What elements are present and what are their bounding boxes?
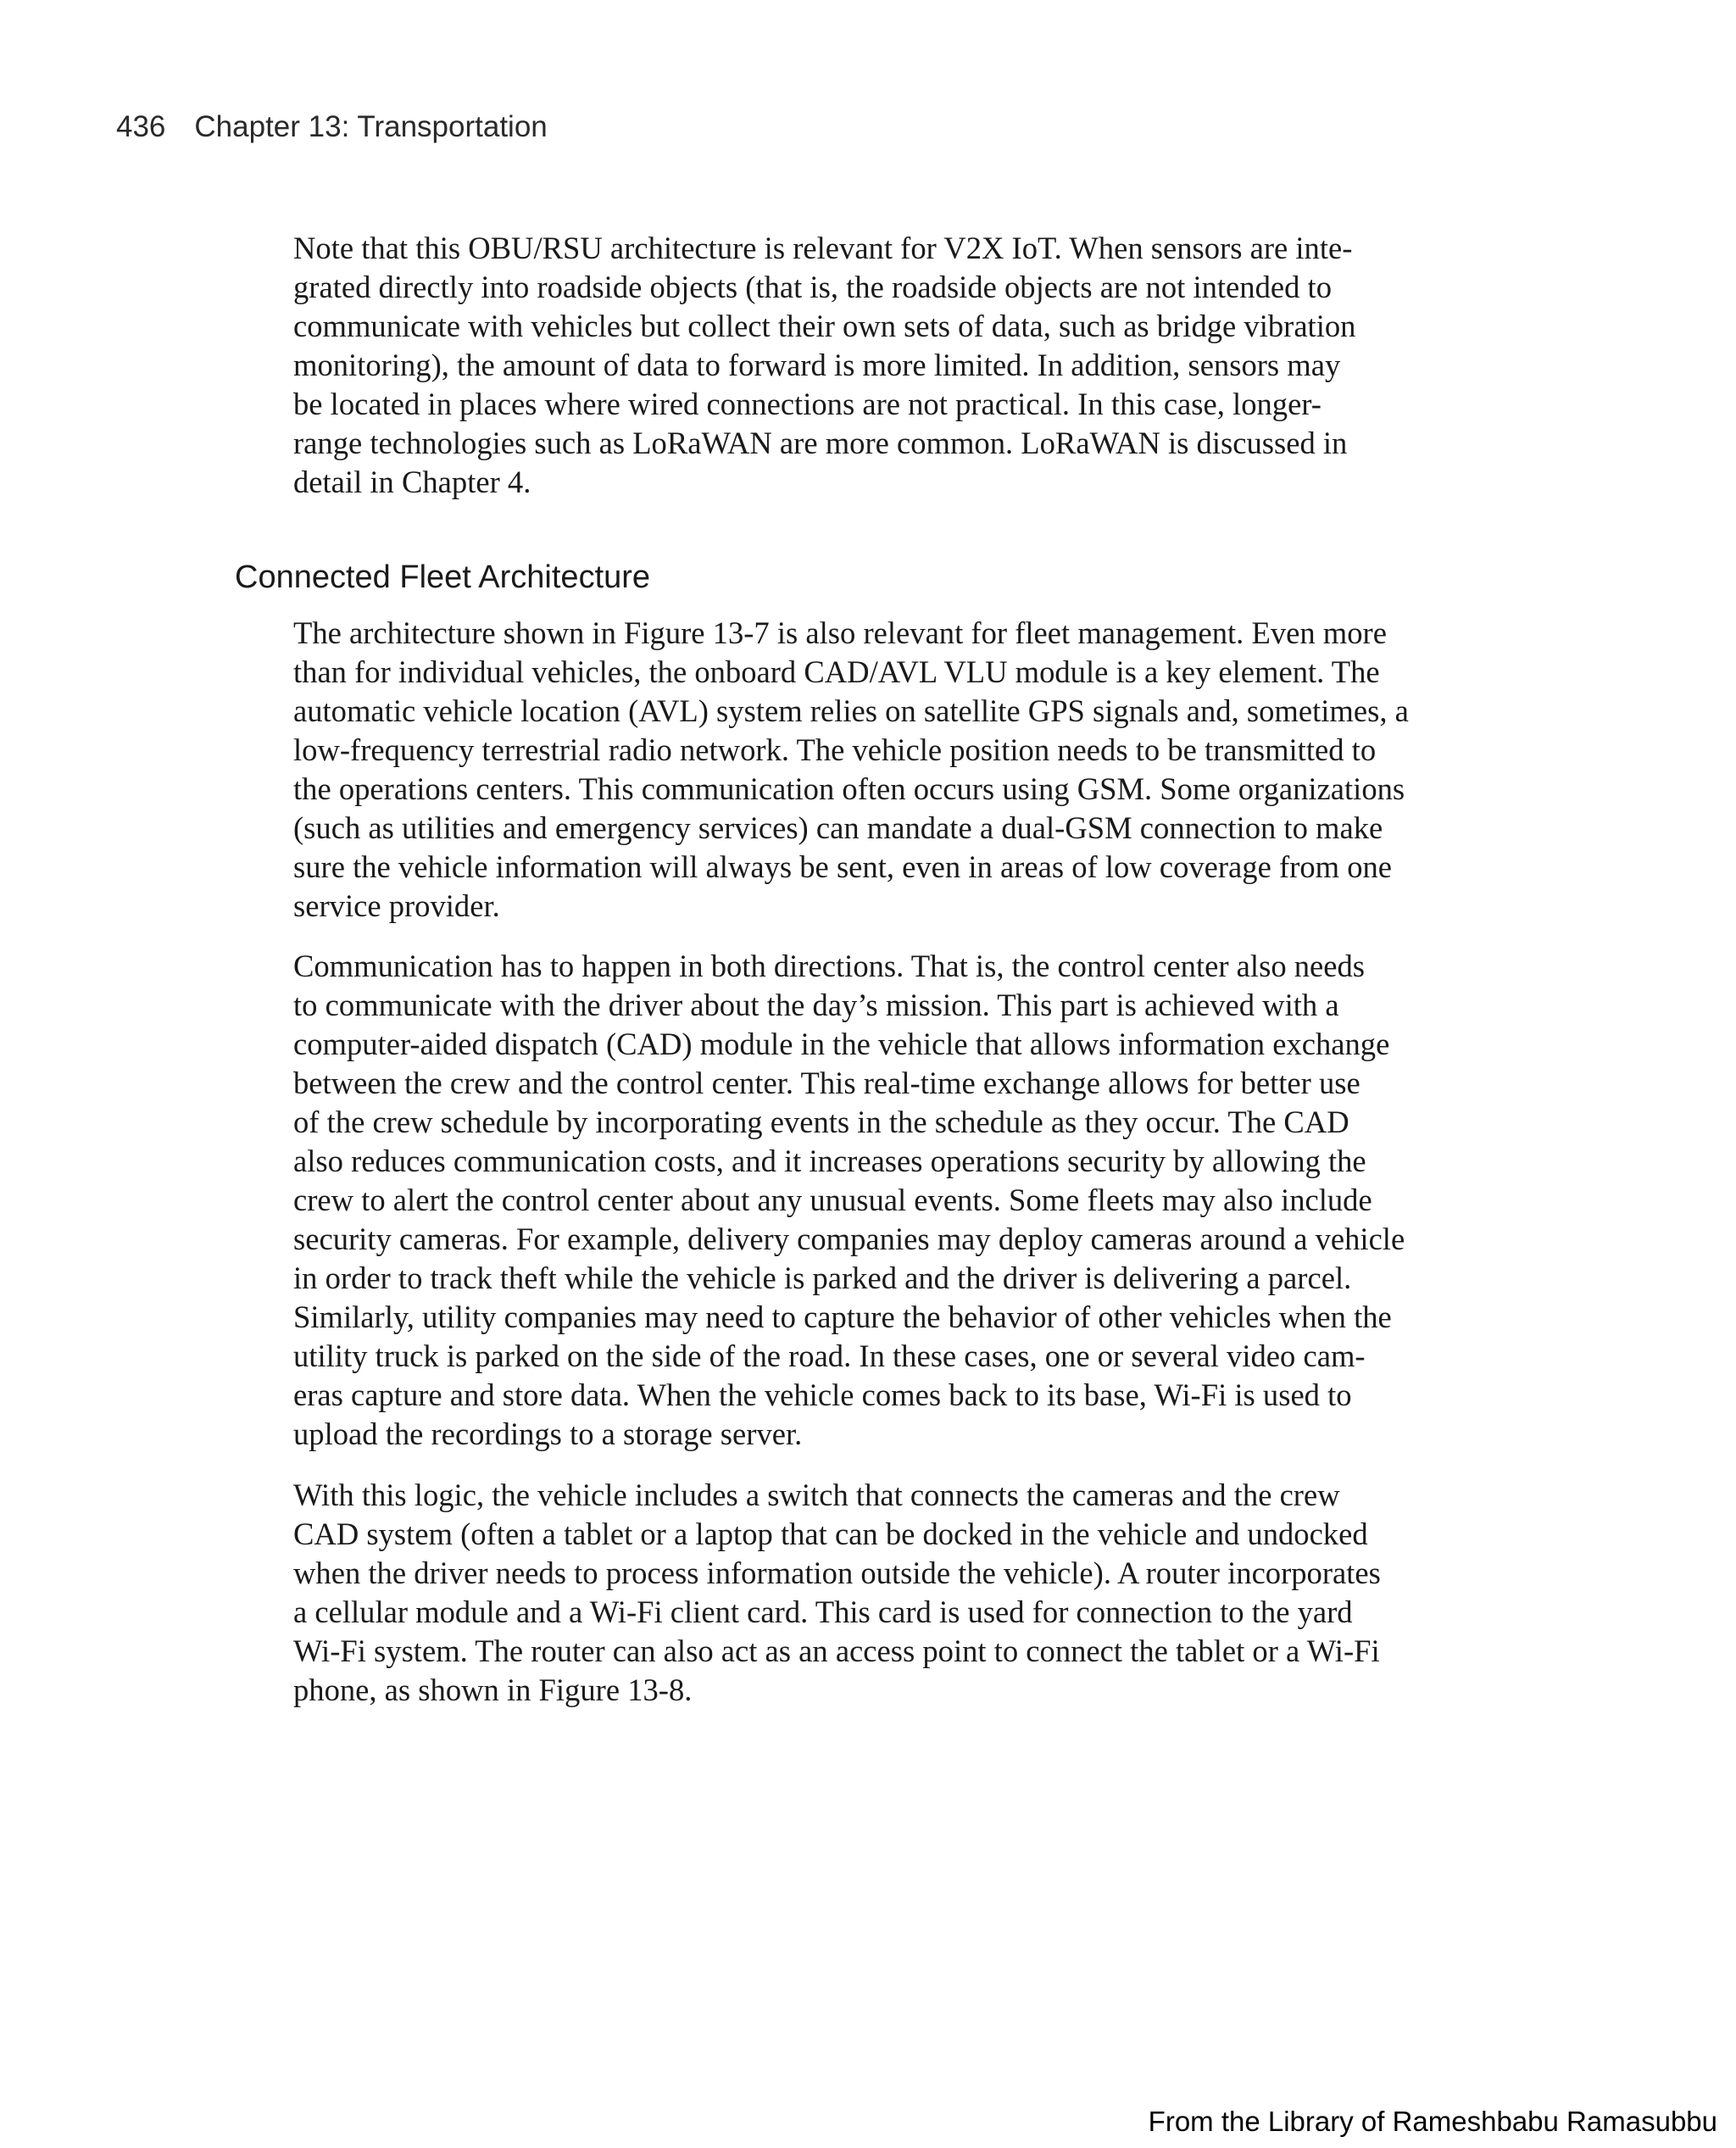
text-line: automatic vehicle location (AVL) system relies on satellite GPS signals and, sometimes, a: [293, 693, 1409, 728]
text-line: the operations centers. This communication often occurs using GSM. Some organizations: [293, 771, 1405, 806]
paragraph-vehicle-switch: [293, 1476, 1446, 1710]
text-line: service provider.: [293, 888, 500, 923]
text-line: computer-aided dispatch (CAD) module in the vehicle that allows information exchange: [293, 1027, 1390, 1061]
text-line: security cameras. For example, delivery companies may deploy cameras around a vehicle: [293, 1221, 1405, 1256]
text-line: phone, as shown in Figure 13-8.: [293, 1672, 693, 1707]
text-line: Wi-Fi system. The router can also act as an access point to connect the tablet or a Wi-Fi: [293, 1633, 1380, 1668]
text-line: in order to track theft while the vehicle is parked and the driver is delivering a parcel.: [293, 1260, 1352, 1295]
text-line: when the driver needs to process information outside the vehicle). A router incorporates: [293, 1555, 1381, 1590]
text-line: low-frequency terrestrial radio network. The vehicle position needs to be transmitted to: [293, 732, 1377, 767]
text-line: monitoring), the amount of data to forward is more limited. In addition, sensors may: [293, 348, 1341, 382]
text-line: CAD system (often a tablet or a laptop that can be docked in the vehicle and undocked: [293, 1516, 1368, 1551]
section-heading: Connected Fleet Architecture: [235, 559, 651, 595]
library-footer: From the Library of Rameshbabu Ramasubbu: [1148, 2106, 1717, 2137]
text-line: also reduces communication costs, and it increases operations security by allowing the: [293, 1144, 1366, 1178]
text-line: Communication has to happen in both directions. That is, the control center also needs: [293, 949, 1366, 983]
text-line: to communicate with the driver about the day’s mission. This part is achieved with a: [293, 988, 1339, 1022]
text-line: grated directly into roadside objects (that is, the roadside objects are not intended to: [293, 270, 1332, 304]
text-line: than for individual vehicles, the onboard CAD/AVL VLU module is a key element. The: [293, 654, 1380, 689]
text-line: With this logic, the vehicle includes a switch that connects the cameras and the crew: [293, 1477, 1340, 1512]
text-line: communicate with vehicles but collect their own sets of data, such as bridge vibration: [293, 309, 1356, 343]
paragraph-communication: [293, 947, 1446, 1454]
paragraph-v2x-note: [293, 229, 1446, 502]
text-line: detail in Chapter 4.: [293, 465, 531, 499]
paragraph-fleet-architecture: [293, 614, 1446, 926]
text-line: a cellular module and a Wi-Fi client card. This card is used for connection to the yard: [293, 1594, 1353, 1629]
running-head: [116, 110, 548, 144]
text-line: (such as utilities and emergency services) can mandate a dual-GSM connection to make: [293, 810, 1383, 845]
text-line: eras capture and store data. When the vehicle comes back to its base, Wi-Fi is used to: [293, 1377, 1352, 1412]
page-number: 436: [116, 110, 166, 143]
text-line: of the crew schedule by incorporating events in the schedule as they occur. The CAD: [293, 1105, 1349, 1139]
text-line: sure the vehicle information will always be sent, even in areas of low coverage from one: [293, 849, 1393, 884]
text-line: between the crew and the control center. This real-time exchange allows for better use: [293, 1066, 1360, 1100]
text-line: upload the recordings to a storage server.: [293, 1416, 803, 1451]
text-line: utility truck is parked on the side of the road. In these cases, one or several video cam-: [293, 1338, 1366, 1373]
text-line: be located in places where wired connections are not practical. In this case, longer-: [293, 387, 1321, 421]
text-line: range technologies such as LoRaWAN are more common. LoRaWAN is discussed in: [293, 426, 1348, 460]
text-line: Similarly, utility companies may need to capture the behavior of other vehicles when the: [293, 1299, 1392, 1334]
text-line: The architecture shown in Figure 13-7 is also relevant for fleet management. Even more: [293, 615, 1387, 650]
text-line: crew to alert the control center about any unusual events. Some fleets may also include: [293, 1183, 1372, 1217]
chapter-title: Chapter 13: Transportation: [194, 110, 548, 143]
text-line: Note that this OBU/RSU architecture is relevant for V2X IoT. When sensors are inte-: [293, 231, 1353, 265]
